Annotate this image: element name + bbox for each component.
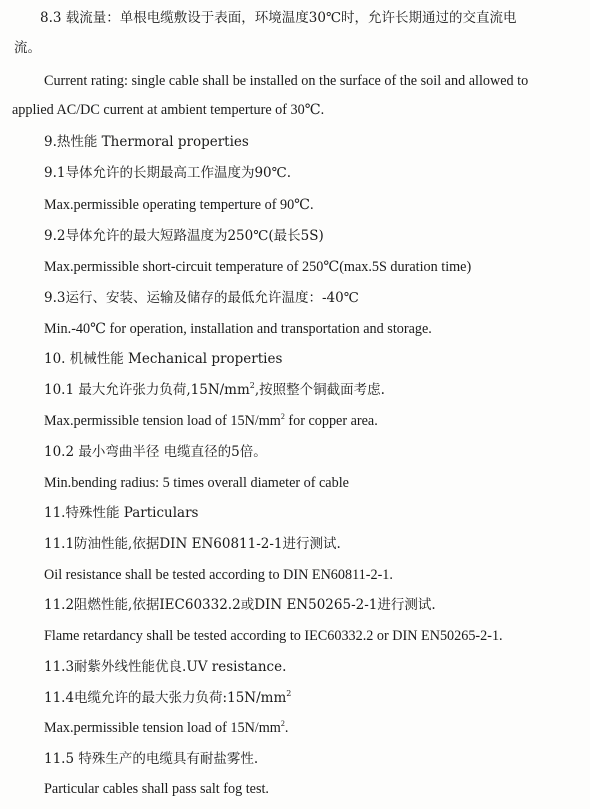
text-line-11-4-en: Max.permissible tension load of $15N/mm^2$. bbox=[44, 719, 289, 736]
text-line-8-3-zh-cont: 流。 bbox=[14, 40, 41, 56]
text-line-10-1-zh: 10.1 最大允许张力负荷$,15N/mm^2$,按照整个铜截面考虑. bbox=[44, 381, 385, 398]
text-line-11-5-en: Particular cables shall pass salt fog test. bbox=[44, 781, 269, 797]
text-line-11-5-zh: 11.5 特殊生产的电缆具有耐盐雾性. bbox=[44, 751, 259, 767]
heading-10-mechanical: 10. 机械性能 Mechanical properties bbox=[44, 351, 283, 367]
text-line-9-3-zh: 9.3运行、安装、运输及储存的最低允许温度：-40℃ bbox=[44, 290, 359, 306]
text-line-11-4-zh: 11.4电缆允许的最大张力负荷$:15N/mm^2$ bbox=[44, 689, 292, 706]
text-line-11-3: 11.3耐紫外线性能优良.UV resistance. bbox=[44, 659, 287, 675]
text-line-8-3-zh: 8.3 载流量：单根电缆敷设于表面，环境温度30℃时，允许长期通过的交直流电 bbox=[40, 10, 517, 26]
text-line-8-3-en-cont: applied AC/DC current at ambient temperture of 30℃. bbox=[12, 102, 325, 118]
text-line-8-3-en: Current rating: single cable shall be installed on the surface of the soil and allowed to bbox=[44, 73, 529, 89]
heading-9-thermal: 9.热性能 Thermoral properties bbox=[44, 134, 249, 150]
text-line-10-2-zh: 10.2 最小弯曲半径 电缆直径的5倍。 bbox=[44, 444, 267, 460]
text-line-10-2-en: Min.bending radius: 5 times overall diameter of cable bbox=[44, 475, 349, 491]
text-line-11-2-en: Flame retardancy shall be tested according to IEC60332.2 or DIN EN50265-2-1. bbox=[44, 628, 503, 644]
heading-11-particulars: 11.特殊性能 Particulars bbox=[44, 505, 199, 521]
text-line-10-1-en: Max.permissible tension load of $15N/mm^2$ for copper area. bbox=[44, 412, 378, 429]
text-line-9-3-en: Min.-40℃ for operation, installation and transportation and storage. bbox=[44, 321, 432, 337]
text-line-9-1-en: Max.permissible operating temperture of 90℃. bbox=[44, 197, 314, 213]
text-line-11-1-zh: 11.1防油性能,依据DIN EN60811-2-1进行测试. bbox=[44, 536, 341, 552]
text-line-11-1-en: Oil resistance shall be tested according to DIN EN60811-2-1. bbox=[44, 567, 393, 583]
text-line-11-2-zh: 11.2阻燃性能,依据IEC60332.2或DIN EN50265-2-1进行测试. bbox=[44, 597, 436, 613]
text-line-9-2-zh: 9.2导体允许的最大短路温度为250℃(最长5S) bbox=[44, 228, 324, 244]
text-line-9-1-zh: 9.1导体允许的长期最高工作温度为90℃. bbox=[44, 165, 292, 181]
text-line-9-2-en: Max.permissible short-circuit temperature of 250℃(max.5S duration time) bbox=[44, 259, 472, 275]
